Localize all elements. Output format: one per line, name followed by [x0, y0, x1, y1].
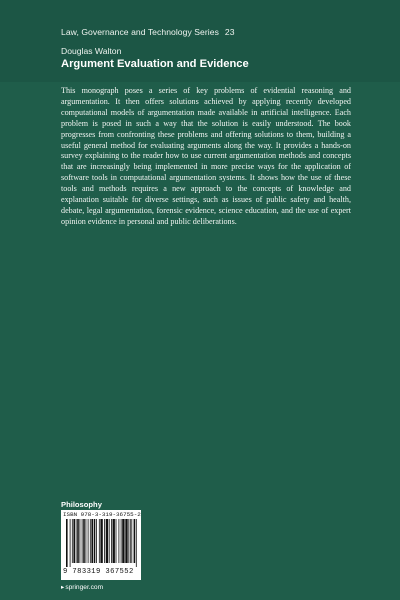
barcode-bar — [72, 519, 73, 563]
barcode-bar — [76, 519, 77, 563]
barcode-bar — [111, 519, 112, 563]
barcode-bar — [113, 519, 115, 563]
barcode-bar — [83, 519, 85, 563]
barcode-bar — [128, 519, 129, 563]
barcode-bar — [66, 519, 68, 567]
barcode-bar — [80, 519, 81, 563]
barcode-bar — [94, 519, 96, 563]
barcode-bar — [104, 519, 105, 563]
barcode-bar — [90, 519, 91, 563]
series-number: 23 — [224, 27, 235, 37]
barcode-bar — [106, 519, 108, 563]
barcode-bar — [82, 519, 83, 563]
barcode-bar — [130, 519, 131, 563]
barcode-bar — [136, 519, 137, 567]
barcode-bar — [73, 519, 75, 563]
barcode-bars — [61, 519, 141, 567]
blurb-text: This monograph poses a series of key problems of evidential reasoning and argumentation. It then offers solutions achieved by applying recently developed computational models of argumentation made available in artificial intelligence. Each problem is posed in such a way that the solution is easily understood. The book progresses from confronting these problems and offering solutions to them, building a useful general method for evaluating arguments along the way. It provides a hands-on survey explaining to the reader how to use current argumentation methods and concepts that are increasingly being implemented in more precise ways for the application of software tools in computational argumentation systems. It shows how the use of these tools and methods requires a new approach to the concepts of knowledge and explanation suitable for diverse settings, such as issues of public safety and health, debate, legal argumentation, forensic evidence, science education, and the use of expert opinion evidence in personal and public deliberations. — [61, 86, 351, 226]
series-line — [61, 27, 235, 37]
barcode-bar — [88, 519, 89, 563]
series-name: Law, Governance and Technology Series — [61, 27, 219, 37]
book-title: Argument Evaluation and Evidence — [61, 58, 249, 70]
barcode-bar — [121, 519, 122, 563]
barcode-bar — [70, 519, 71, 567]
author-name: Douglas Walton — [61, 46, 122, 56]
barcode-bar — [122, 519, 124, 563]
barcode-bar — [116, 519, 117, 563]
arrow-icon: ▸ — [61, 584, 65, 591]
barcode-bar — [100, 519, 102, 563]
barcode-bar — [99, 519, 100, 563]
isbn-text: ISBN 978-3-319-36755-2 — [63, 511, 141, 518]
barcode-bar — [109, 519, 110, 563]
barcode-bar — [77, 519, 79, 563]
barcode-bar — [119, 519, 120, 563]
barcode — [61, 510, 141, 580]
barcode-bar — [86, 519, 87, 563]
barcode-bar — [134, 519, 136, 563]
barcode-bar — [91, 519, 93, 563]
subject-label: Philosophy — [61, 500, 102, 509]
barcode-bar — [96, 519, 97, 563]
barcode-bar — [125, 519, 127, 563]
barcode-digits: 9 783319 367552 — [63, 568, 134, 576]
website-text: springer.com — [65, 584, 104, 591]
publisher-website — [61, 583, 103, 591]
barcode-bar — [131, 519, 132, 563]
